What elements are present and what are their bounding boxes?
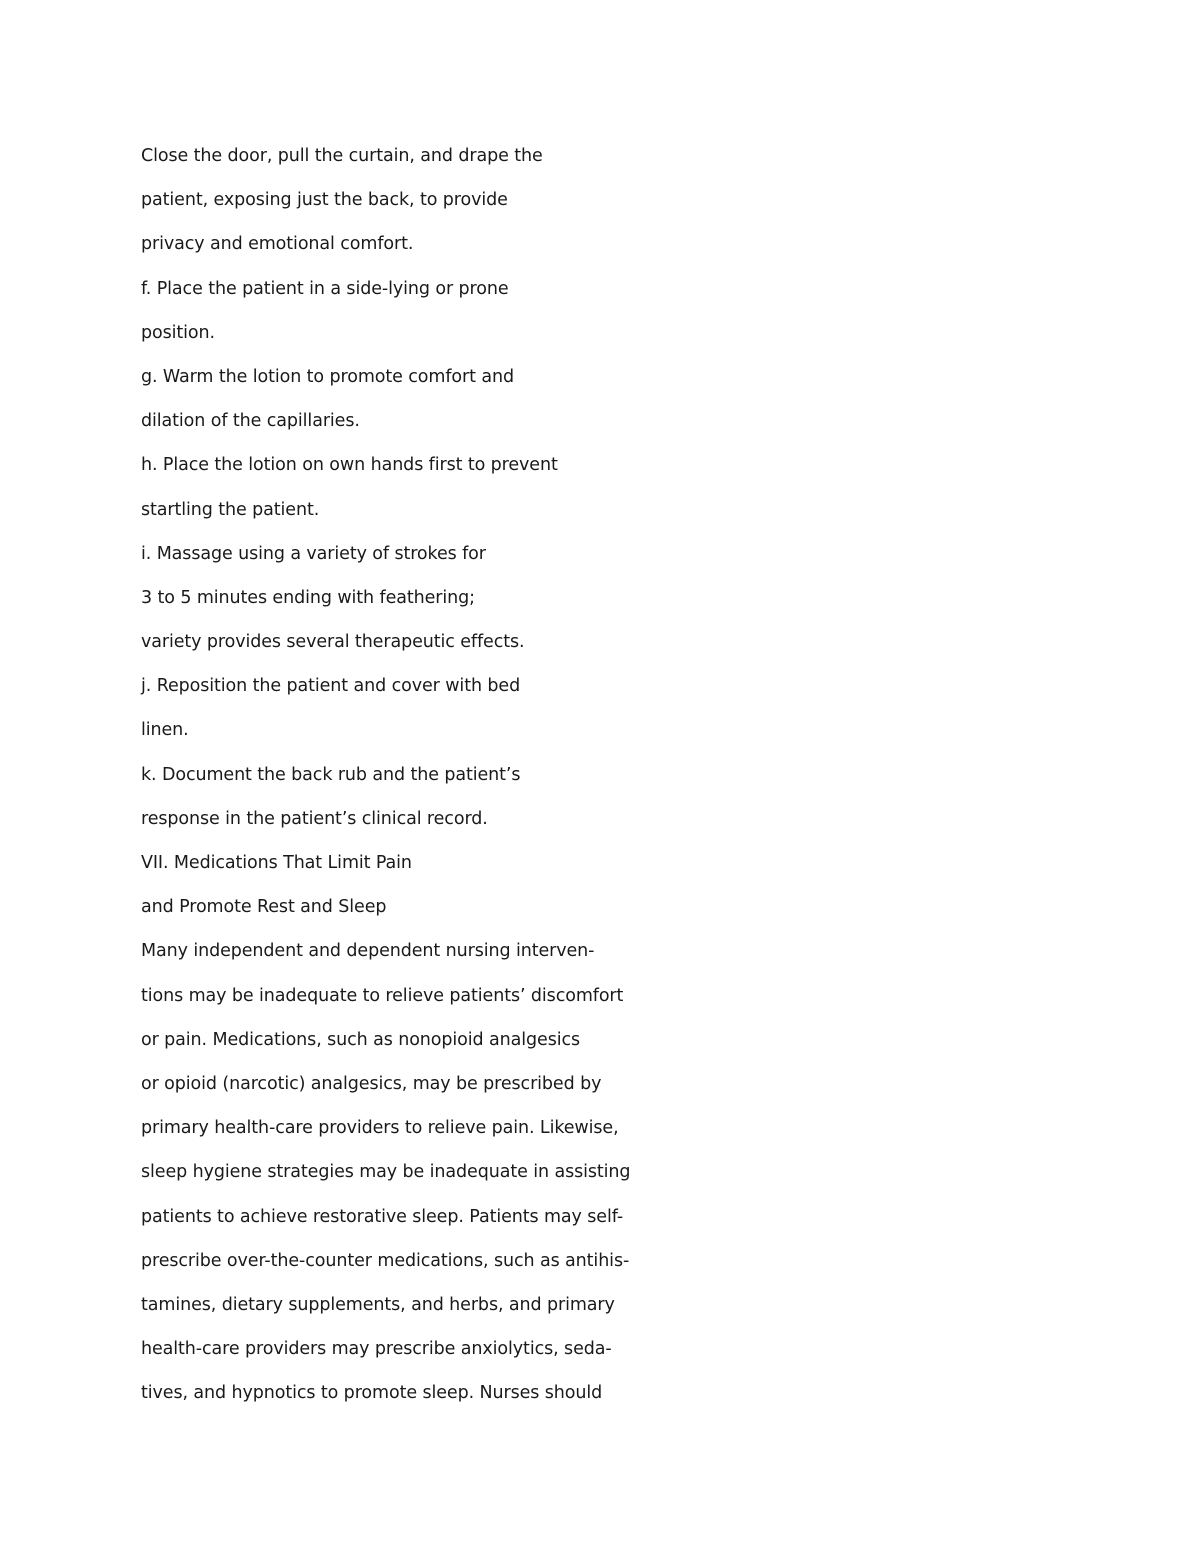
text-line: i. Massage using a variety of strokes for — [141, 543, 486, 564]
body-text — [141, 141, 841, 1422]
text-line: privacy and emotional comfort. — [141, 234, 414, 255]
text-line: dilation of the capillaries. — [141, 411, 360, 432]
text-line: or opioid (narcotic) analgesics, may be prescribed by — [141, 1073, 602, 1094]
text-line: tions may be inadequate to relieve patients’ discomfort — [141, 985, 624, 1006]
text-line: tamines, dietary supplements, and herbs, and primary — [141, 1294, 615, 1315]
text-line: f. Place the patient in a side-lying or prone — [141, 278, 509, 299]
text-line: Many independent and dependent nursing interven- — [141, 941, 595, 962]
text-line: j. Reposition the patient and cover with bed — [141, 676, 521, 697]
text-line: prescribe over-the-counter medications, such as antihis- — [141, 1250, 630, 1271]
text-line: 3 to 5 minutes ending with feathering; — [141, 587, 475, 608]
text-line: or pain. Medications, such as nonopioid analgesics — [141, 1029, 581, 1050]
text-line: health-care providers may prescribe anxiolytics, seda- — [141, 1339, 612, 1360]
text-line: linen. — [141, 720, 189, 741]
text-line: patient, exposing just the back, to provide — [141, 190, 508, 211]
text-line: response in the patient’s clinical record. — [141, 808, 488, 829]
text-line: primary health-care providers to relieve pain. Likewise, — [141, 1118, 619, 1139]
text-line: variety provides several therapeutic effects. — [141, 632, 525, 653]
text-line: patients to achieve restorative sleep. Patients may self- — [141, 1206, 624, 1227]
text-line: position. — [141, 322, 215, 343]
text-line: startling the patient. — [141, 499, 320, 520]
section-heading-line: and Promote Rest and Sleep — [141, 897, 387, 918]
text-line: sleep hygiene strategies may be inadequate in assisting — [141, 1162, 631, 1183]
text-line: k. Document the back rub and the patient’s — [141, 764, 521, 785]
text-line: tives, and hypnotics to promote sleep. Nurses should — [141, 1383, 603, 1404]
text-line: Close the door, pull the curtain, and drape the — [141, 146, 543, 166]
text-line: h. Place the lotion on own hands first to prevent — [141, 455, 558, 476]
section-heading-line: VII. Medications That Limit Pain — [141, 853, 412, 873]
text-line: g. Warm the lotion to promote comfort and — [141, 366, 514, 387]
